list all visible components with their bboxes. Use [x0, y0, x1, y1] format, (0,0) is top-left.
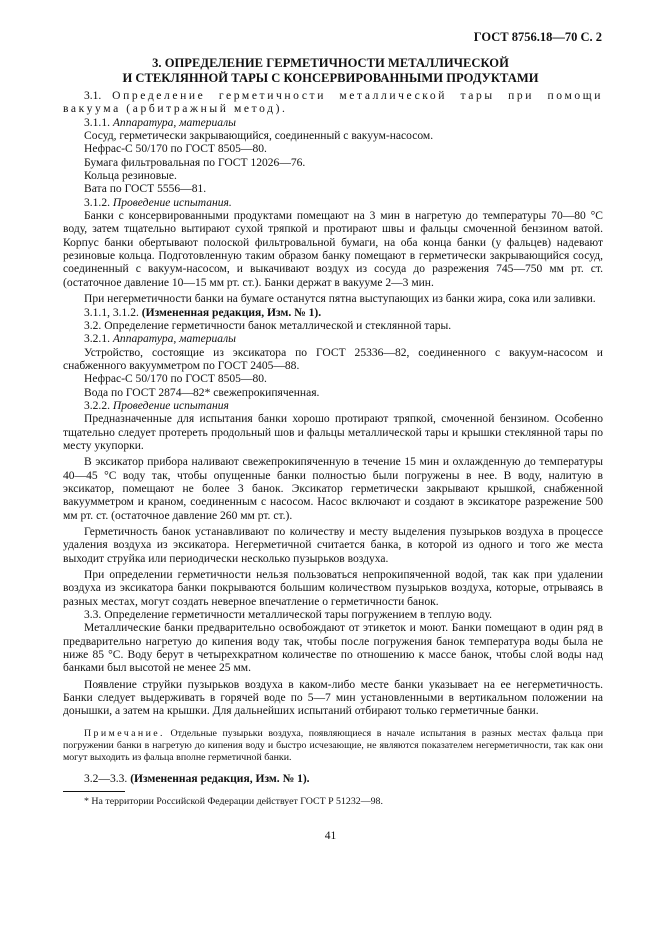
paragraph: Металлические банки предварительно освобождают от этикеток и моют. Банки помещают в один ряд в предварительно нагретую до кипения воду так, чтобы после погружения банок температура воды была не ниже 85 °С. Воду берут в четырехкратном количестве по отношению к массе банок, чтобы слой воды над банками был высотой не менее 25 мм.: [63, 622, 603, 675]
clause-3-1-1: 3.1.1. Аппаратура, материалы: [84, 116, 236, 129]
clause-3-2: 3.2. Определение герметичности банок металлической и стеклянной тары.: [84, 319, 452, 332]
equipment-item: Вода по ГОСТ 2874—82* свежепрокипяченная.: [84, 386, 320, 399]
section-title-line: 3. ОПРЕДЕЛЕНИЕ ГЕРМЕТИЧНОСТИ МЕТАЛЛИЧЕСКОЙ: [152, 56, 509, 70]
clause-3-2-2: 3.2.2. Проведение испытания: [84, 399, 229, 412]
change-note: 3.1.1, 3.1.2. (Измененная редакция, Изм. № 1).: [84, 306, 322, 319]
clause-3-2-1: 3.2.1. Аппаратура, материалы: [84, 333, 236, 346]
paragraph: Появление струйки пузырьков воздуха в каком-либо месте банки указывает на ее негерметичность. Банки следует выдерживать в горячей воде по 5—7 мин установленными в вертикальном положении на донышки, а затем на крышки. Для дальнейших испытаний отбирают только герметичные банки.: [63, 678, 603, 718]
section-title-line: И СТЕКЛЯННОЙ ТАРЫ С КОНСЕРВИРОВАННЫМИ ПРОДУКТАМИ: [122, 71, 539, 85]
clause-3-1-2: 3.1.2. Проведение испытания.: [84, 196, 232, 209]
material-item: Сосуд, герметически закрывающийся, соединенный с вакуум-насосом.: [84, 130, 434, 143]
note: Примечание. Отдельные пузырьки воздуха, появляющиеся в начале испытания в разных местах фальца при погружении банки в нагретую до кипения воду и быстро исчезающие, не являются показателем негерметичности, так как они могут выходить из фальца вполне герметичной банки.: [63, 727, 604, 763]
material-item: Вата по ГОСТ 5556—81.: [84, 183, 207, 196]
paragraph: При определении герметичности нельзя пользоваться непрокипяченной водой, так как при удалении воздуха из эксикатора банки покрываются большим количеством пузырьков воздуха, которые, отрываясь в разных местах, могут создать неверное впечатление о герметичности банок.: [63, 569, 603, 608]
material-item: Нефрас-С 50/170 по ГОСТ 8505—80.: [84, 143, 267, 156]
equipment-item: Нефрас-С 50/170 по ГОСТ 8505—80.: [84, 373, 267, 386]
footnote-divider: [63, 791, 125, 792]
paragraph: Предназначенные для испытания банки хорошо протирают тряпкой, смоченной бензином. Особенно тщательно следует протереть продольный шов и фальцы металлической тары и крышки стеклянной тары по месту укупорки.: [63, 413, 603, 452]
paragraph: В эксикатор прибора наливают свежепрокипяченную в течение 15 мин и охлажденную до температуры 40—45 °С воду так, чтобы опущенные банки полностью были погружены в нее. В воду, налитую в эксикатор, помещают не более 3 банок. Эксикатор герметически закрывают крышкой, снабженной вакуумметром и краном, соединенным с насосом. Насос включают и создают в эксикаторе разрежение 500 мм рт. ст. (остаточное давление 260 мм рт. ст.).: [63, 456, 603, 522]
clause-3-1: 3.1. Определение герметичности металлической тары при помощи вакуума (арбитражный метод).: [63, 90, 603, 116]
page-number: 41: [324, 830, 337, 842]
clause-3-3: 3.3. Определение герметичности металлической тары погружением в теплую воду.: [84, 609, 492, 622]
section-title: [0, 56, 661, 86]
footnote: * На территории Российской Федерации действует ГОСТ Р 51232—98.: [84, 796, 383, 808]
equipment-item: Устройство, состоящие из эксикатора по ГОСТ 25336—82, соединенного с вакуум-насосом и снабженного вакуумметром по ГОСТ 2405—88.: [63, 346, 603, 372]
document-body: [63, 90, 603, 808]
material-item: Кольца резиновые.: [84, 170, 177, 183]
change-note: 3.2—3.3. (Измененная редакция, Изм. № 1).: [84, 772, 310, 785]
paragraph: При негерметичности банки на бумаге останутся пятна выступающих из банки жира, сока или заливки.: [84, 293, 596, 306]
paragraph: Банки с консервированными продуктами помещают на 3 мин в нагретую до температуры 70—80 °С воду, затем тщательно вытирают сухой тряпкой и протирают швы и фальцы смоченной бензином ватой. Корпус банки обертывают полоской фильтровальной бумаги, на оба конца банки (у фальцев) надевают резиновые кольца. Подготовленную таким образом банку помещают в герметически закрывающийся сосуд, соединенный с вакуум-насосом, и выкачивают воздух из сосуда до разрежения 745—750 мм рт. ст. (остаточное давление 10—15 мм рт. ст.). Банки держат в вакууме 2—3 мин.: [63, 210, 603, 289]
paragraph: Герметичность банок устанавливают по количеству и месту выделения пузырьков воздуха в процессе удаления воздуха из эксикатора. Негерметичной считается банка, в которой из одного и того же места выходит струйка или периодически несколько пузырьков воздуха.: [63, 526, 603, 565]
running-header: ГОСТ 8756.18—70 С. 2: [473, 30, 602, 44]
material-item: Бумага фильтровальная по ГОСТ 12026—76.: [84, 156, 306, 169]
